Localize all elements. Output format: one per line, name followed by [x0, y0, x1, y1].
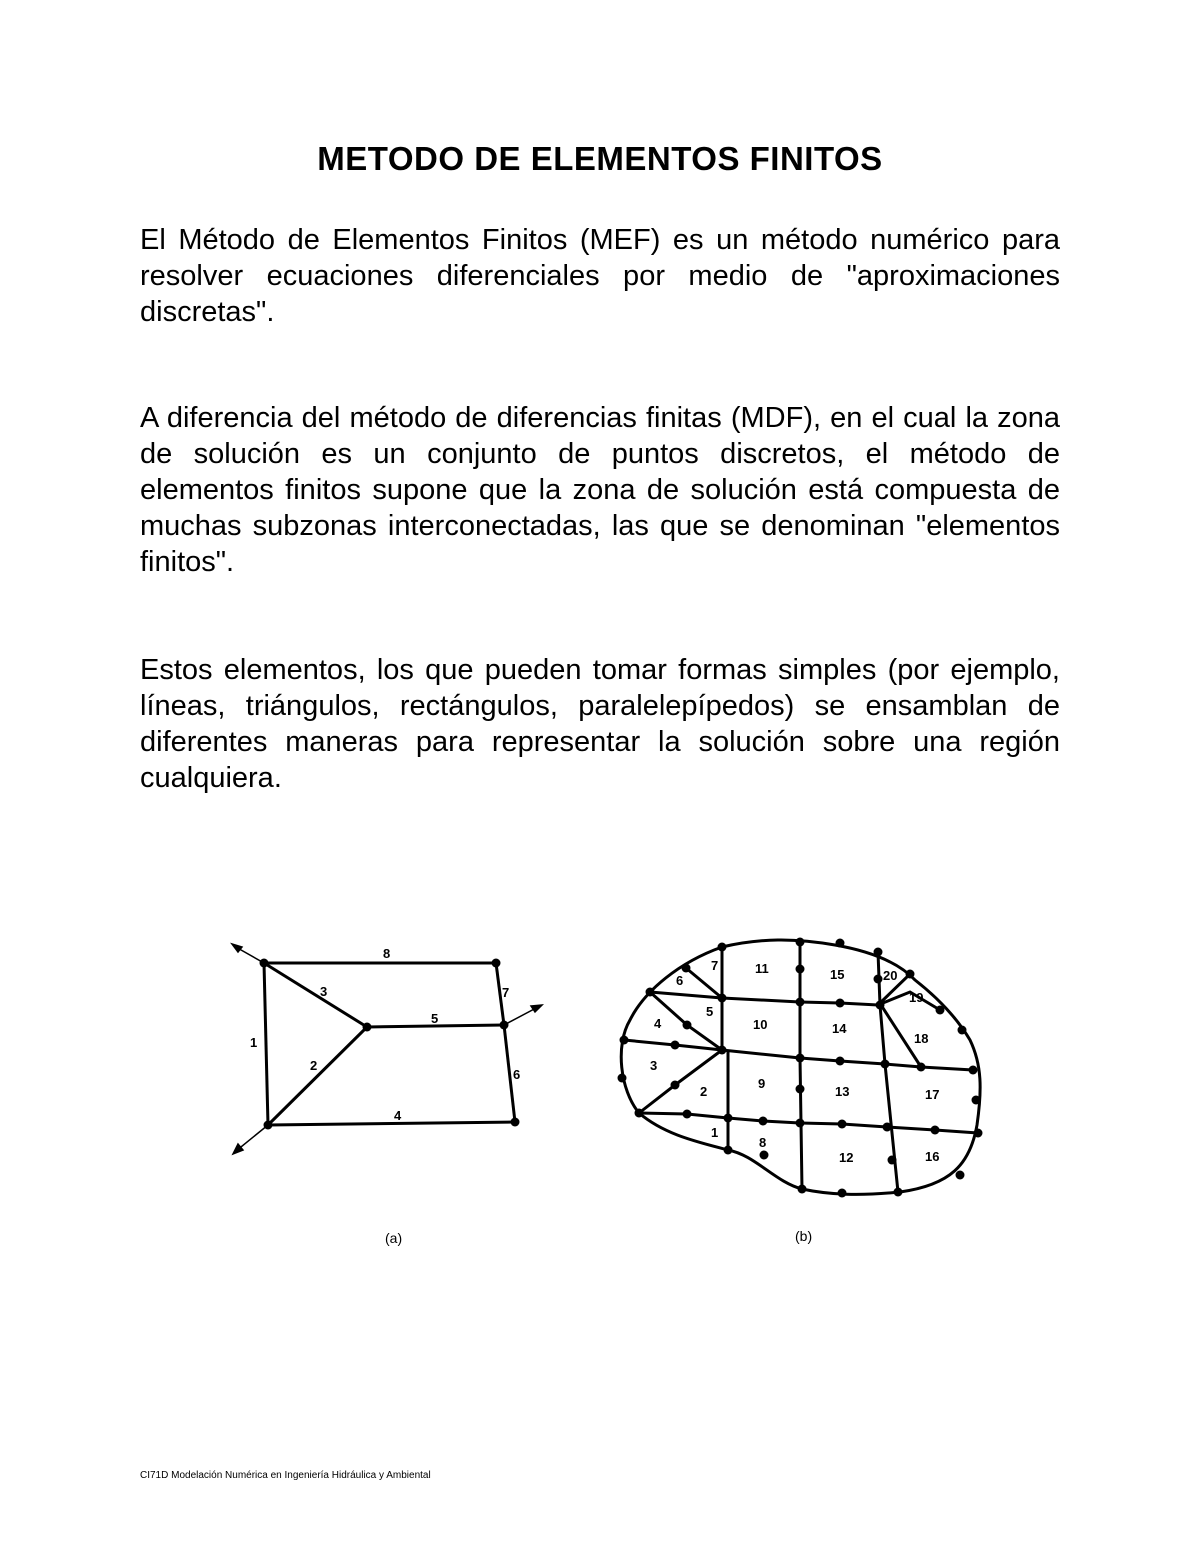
page-footer: CI71D Modelación Numérica en Ingeniería Hidráulica y Ambiental	[140, 1470, 431, 1481]
element-3-line	[264, 963, 367, 1027]
element-label: 2	[700, 1084, 708, 1099]
element-label: 20	[883, 968, 898, 983]
element-label: 8	[759, 1135, 767, 1150]
paragraph-mdf-comparison: A diferencia del método de diferencias finitas (MDF), en el cual la zona de solución es un conjunto de puntos discretos, el método de elementos finitos supone que la zona de solución está compuesta de muchas subzonas interconectadas, las que se denominan "elementos finitos".	[140, 402, 1060, 578]
figure-a-caption: (a)	[385, 1230, 403, 1246]
element-label: 12	[839, 1150, 854, 1165]
element-label: 13	[835, 1084, 850, 1099]
page-title: METODO DE ELEMENTOS FINITOS	[317, 140, 883, 177]
element-label: 1	[711, 1125, 719, 1140]
paragraph-definition: El Método de Elementos Finitos (MEF) es un método numérico para resolver ecuaciones diferenciales por medio de "aproximaciones discretas".	[140, 224, 1060, 328]
element-label: 1	[250, 1035, 258, 1050]
element-label: 8	[383, 946, 391, 961]
element-label: 17	[925, 1087, 940, 1102]
element-4-line	[268, 1122, 515, 1125]
element-1-line	[264, 963, 268, 1125]
element-label: 6	[513, 1067, 521, 1082]
element-label: 2	[310, 1058, 318, 1073]
element-label: 11	[755, 961, 769, 976]
element-label: 15	[830, 967, 845, 982]
element-label: 5	[706, 1004, 714, 1019]
element-label: 4	[654, 1016, 662, 1031]
paragraph-element-shapes: Estos elementos, los que pueden tomar formas simples (por ejemplo, líneas, triángulos, rectángulos, paralelepípedos) se ensamblan de diferentes maneras para representar la solución sobre una región cualquiera.	[140, 654, 1060, 794]
element-label: 4	[394, 1108, 402, 1123]
figure-b-caption: (b)	[795, 1228, 813, 1244]
mesh-line	[800, 942, 802, 1189]
figure-a-line-element-network	[220, 930, 560, 1160]
element-label: 9	[758, 1076, 766, 1091]
element-label: 7	[502, 985, 510, 1000]
element-label: 19	[909, 990, 924, 1005]
element-label: 3	[320, 984, 328, 999]
element-label: 5	[431, 1011, 439, 1026]
element-label: 7	[711, 958, 719, 973]
element-label: 3	[650, 1058, 658, 1073]
element-label: 6	[676, 973, 684, 988]
figure-b-2d-mesh	[610, 930, 990, 1210]
element-label: 14	[832, 1021, 847, 1036]
element-2-line	[268, 1027, 367, 1125]
mesh-line	[650, 992, 940, 1010]
element-label: 16	[925, 1149, 940, 1164]
element-label: 18	[914, 1031, 929, 1046]
element-label: 10	[753, 1017, 768, 1032]
